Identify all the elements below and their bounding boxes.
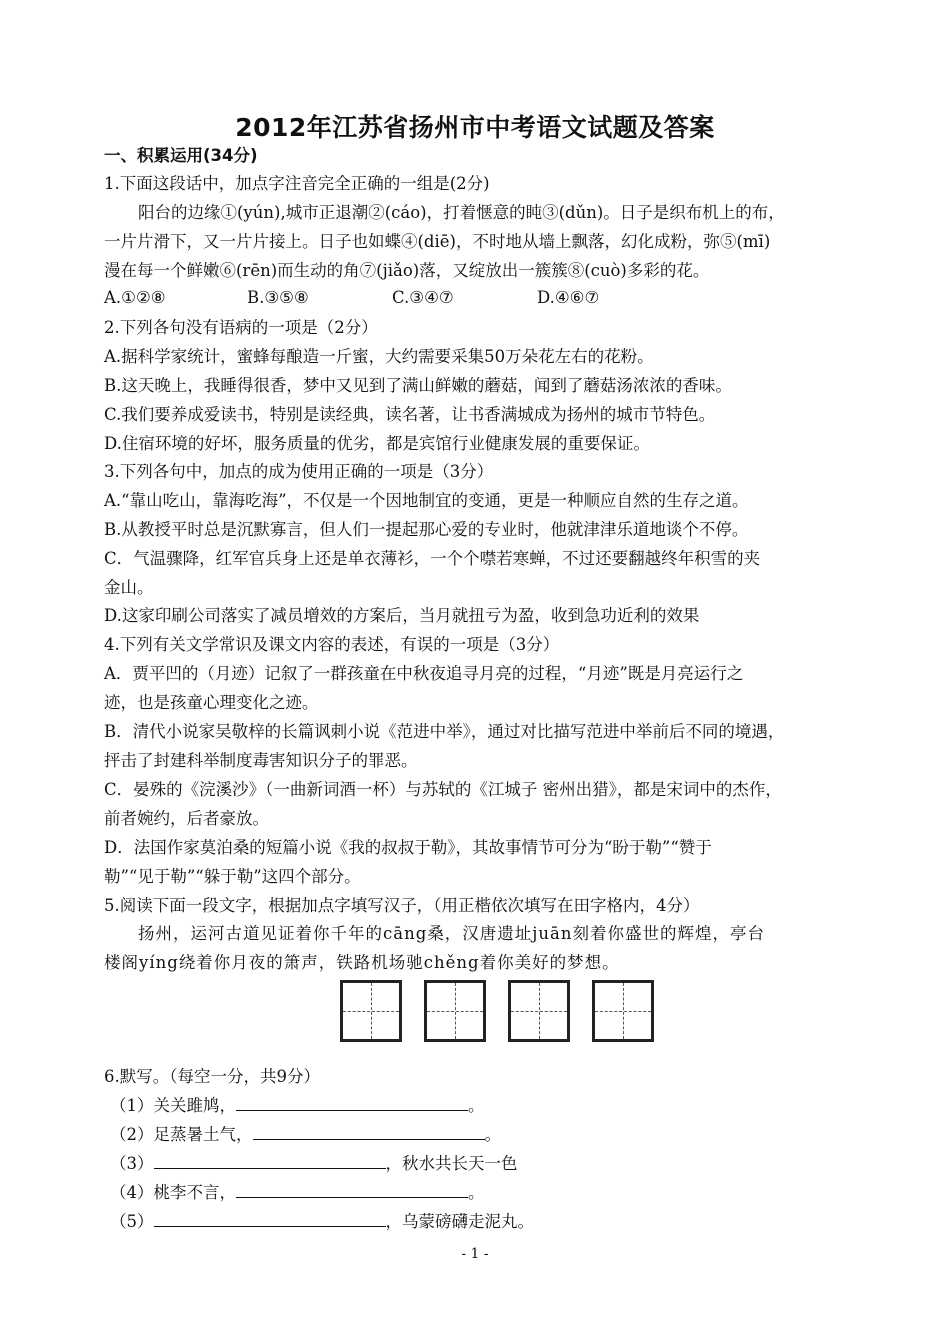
- q1-passage-line: 一片片滑下，又一片片接上。日子也如蝶④(diē)，不时地从墙上飘落，幻化成粉，弥⑤(mī): [104, 232, 771, 251]
- q1-stem: 1.下面这段话中，加点字注音完全正确的一组是(2分): [104, 174, 490, 193]
- q2-option-a: A.据科学家统计，蜜蜂每酿造一斤蜜，大约需要采集50万朵花左右的花粉。: [104, 347, 654, 366]
- q3-option-b: B.从教授平时总是沉默寡言，但人们一提起那心爱的专业时，他就津津乐道地谈个不停。: [104, 520, 749, 539]
- q3-option-d: D.这家印刷公司落实了减员增效的方案后，当月就扭亏为盈，收到急功近利的效果: [104, 606, 700, 625]
- tianzige-cell[interactable]: [424, 980, 486, 1042]
- tianzige-cell[interactable]: [508, 980, 570, 1042]
- q3-option-c: C．气温骤降，红军官兵身上还是单衣薄衫，一个个噤若寒蝉，不过还要翻越终年积雪的夹: [104, 549, 761, 568]
- q2-stem: 2.下列各句没有语病的一项是（2分）: [104, 318, 378, 337]
- q3-option-a: A.“靠山吃山，靠海吃海”，不仅是一个因地制宜的变通，更是一种顺应自然的生存之道。: [104, 491, 749, 510]
- q1-passage-line: 阳台的边缘①(yún),城市正退潮②(cáo)，打着惬意的盹③(dǔn)。日子是织布机上的布，: [138, 203, 785, 222]
- tianzige-cell[interactable]: [340, 980, 402, 1042]
- q4-option-a-cont: 迹，也是孩童心理变化之迹。: [104, 693, 319, 712]
- q2-option-c: C.我们要养成爱读书，特别是读经典，读名著，让书香满城成为扬州的城市节特色。: [104, 405, 716, 424]
- q6-item-3-suffix: ，秋水共长天一色: [385, 1154, 518, 1173]
- q4-option-c-cont: 前者婉约，后者豪放。: [104, 809, 269, 828]
- q4-option-c: C．晏殊的《浣溪沙》（一曲新词酒一杯）与苏轼的《江城子 密州出猎》，都是宋词中的杰作，: [104, 780, 782, 799]
- fill-blank[interactable]: [154, 1210, 386, 1227]
- fill-blank[interactable]: [236, 1181, 468, 1198]
- q4-option-d: D．法国作家莫泊桑的短篇小说《我的叔叔于勒》，其故事情节可分为“盼于勒”“赞于: [104, 838, 712, 857]
- q6-item-1: [110, 1094, 890, 1118]
- page-title: 2012年江苏省扬州市中考语文试题及答案: [235, 113, 715, 142]
- q6-item-3-prefix: （3）: [110, 1154, 154, 1173]
- q4-stem: 4.下列有关文学常识及课文内容的表述，有误的一项是（3分）: [104, 635, 560, 654]
- fill-blank[interactable]: [236, 1094, 468, 1111]
- q1-option-d: D.④⑥⑦: [537, 288, 600, 307]
- fill-blank[interactable]: [154, 1152, 386, 1169]
- q6-item-5-prefix: （5）: [110, 1212, 154, 1231]
- q2-option-b: B.这天晚上，我睡得很香，梦中又见到了满山鲜嫩的蘑菇，闻到了蘑菇汤浓浓的香味。: [104, 376, 732, 395]
- q4-option-d-cont: 勒”“见于勒”“躲于勒”这四个部分。: [104, 867, 361, 886]
- q5-stem: 5.阅读下面一段文字，根据加点字填写汉子，（用正楷依次填写在田字格内，4分）: [104, 896, 700, 915]
- q1-option-a: A.①②⑧: [104, 288, 166, 307]
- q4-option-b: B．清代小说家吴敬梓的长篇讽刺小说《范进中举》，通过对比描写范进中举前后不同的境遇，: [104, 722, 785, 741]
- q2-option-d: D.住宿环境的好坏，服务质量的优劣，都是宾馆行业健康发展的重要保证。: [104, 434, 650, 453]
- q6-item-1-suffix: 。: [468, 1096, 485, 1115]
- q3-stem: 3.下列各句中，加点的成为使用正确的一项是（3分）: [104, 462, 494, 481]
- q3-option-c-cont: 金山。: [104, 578, 154, 597]
- q5-passage-line: 扬州，运河古道见证着你千年的cāng桑，汉唐遗址juān刻着你盛世的辉煌，亭台: [138, 924, 765, 943]
- q6-item-1-prefix: （1）关关雎鸠，: [110, 1096, 236, 1115]
- q6-stem: 6.默写。（每空一分，共9分）: [104, 1067, 320, 1086]
- q6-item-5-suffix: ，乌蒙磅礴走泥丸。: [385, 1212, 534, 1231]
- q1-passage-line: 漫在每一个鲜嫩⑥(rēn)而生动的角⑦(jiǎo)落，又绽放出一簇簇⑧(cuò)多彩的花。: [104, 261, 710, 280]
- q4-option-a: A．贾平凹的（月迹）记叙了一群孩童在中秋夜追寻月亮的过程，“月迹”既是月亮运行之: [104, 664, 744, 683]
- q1-options: [0, 288, 950, 312]
- page-number: - 1 -: [461, 1246, 489, 1262]
- q6-item-4-prefix: （4）桃李不言，: [110, 1183, 236, 1202]
- q6-item-4-suffix: 。: [468, 1183, 485, 1202]
- q6-item-3: [110, 1152, 890, 1176]
- q6-item-5: [110, 1210, 890, 1234]
- q4-option-b-cont: 抨击了封建科举制度毒害知识分子的罪恶。: [104, 751, 418, 770]
- section-heading: 一、积累运用(34分): [104, 146, 258, 165]
- fill-blank[interactable]: [253, 1123, 485, 1140]
- q6-item-2: [110, 1123, 890, 1147]
- q1-option-c: C.③④⑦: [392, 288, 454, 307]
- q6-item-2-suffix: 。: [484, 1125, 501, 1144]
- q6-item-4: [110, 1181, 890, 1205]
- tianzige-cell[interactable]: [592, 980, 654, 1042]
- q5-passage-line: 楼阁yíng绕着你月夜的箫声，铁路机场驰chěng着你美好的梦想。: [104, 953, 620, 972]
- q1-option-b: B.③⑤⑧: [247, 288, 309, 307]
- q6-item-2-prefix: （2）足蒸暑土气，: [110, 1125, 253, 1144]
